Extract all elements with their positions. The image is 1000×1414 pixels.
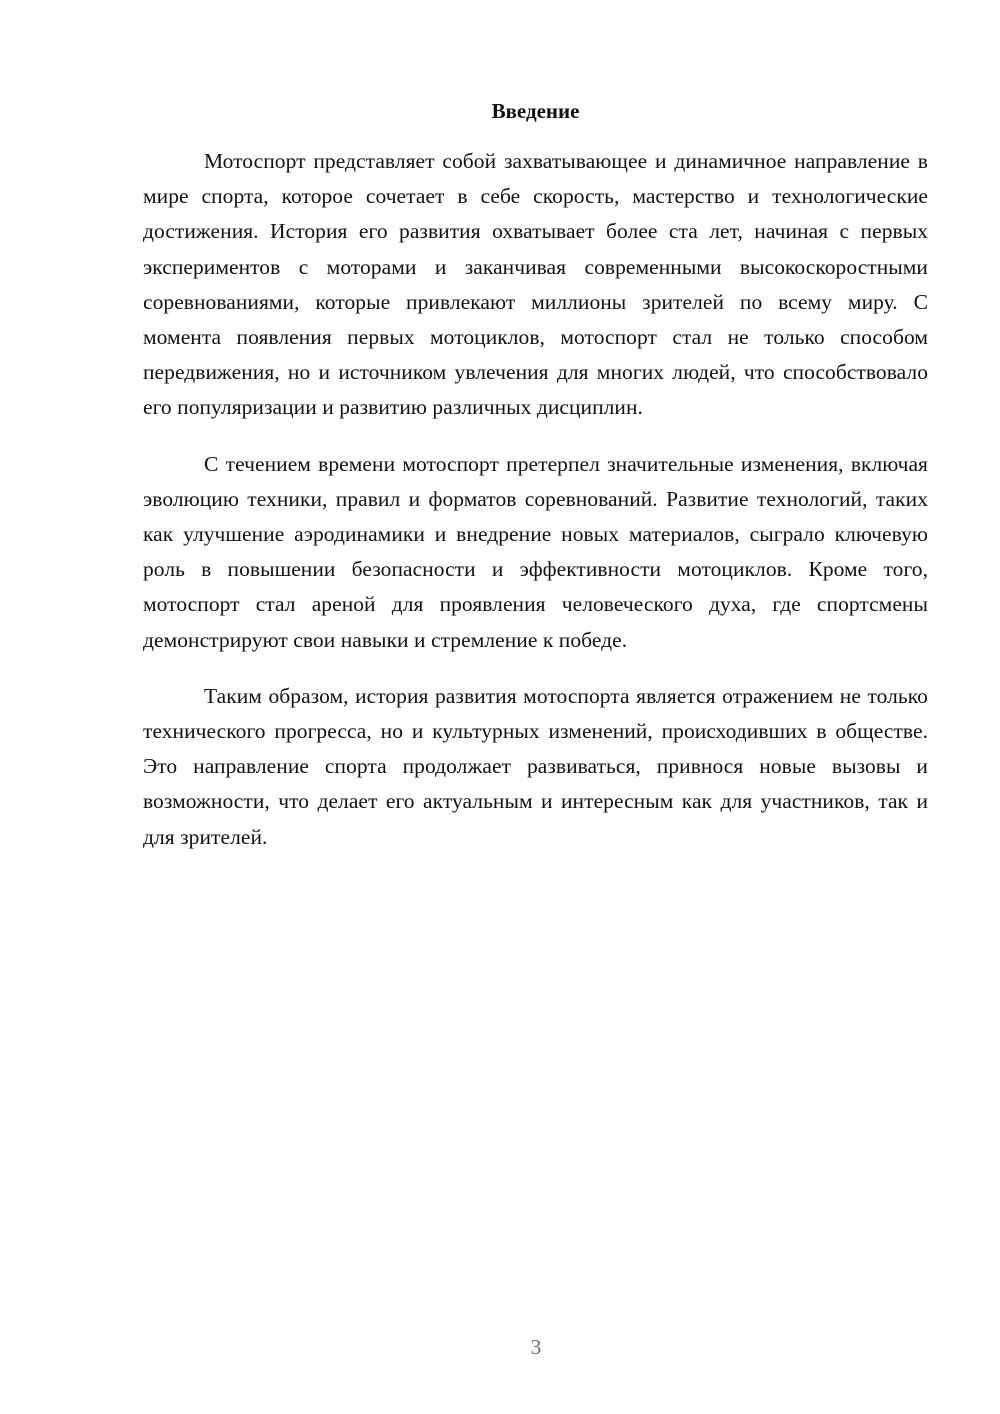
- paragraph-conclusion: Таким образом, история развития мотоспорта является отражением не только технического прогресса, но и культурных изменений, происходивших в обществе. Это направление спорта продолжает развиваться, привнося новые вызовы и возможности, что делает его актуальным и интересным как для участников, так и для зрителей.: [143, 683, 928, 849]
- paragraph-development: С течением времени мотоспорт претерпел значительные изменения, включая эволюцию техники, правил и форматов соревнований. Развитие технологий, таких как улучшение аэродинамики и внедрение новых материалов, сыграло ключевую роль в повышении безопасности и эффективности мотоциклов. Кроме того, мотоспорт стал ареной для проявления человеческого духа, где спортсмены демонстрируют свои навыки и стремление к победе.: [143, 451, 928, 652]
- section-title: Введение: [491, 99, 580, 123]
- paragraph-intro: Мотоспорт представляет собой захватывающее и динамичное направление в мире спорта, которое сочетает в себе скорость, мастерство и технологические достижения. История его развития охватывает более ста лет, начиная с первых экспериментов с моторами и заканчивая современными высокоскоростными соревнованиями, которые привлекают миллионы зрителей по всему миру. С момента появления первых мотоциклов, мотоспорт стал не только способом передвижения, но и источником увлечения для многих людей, что способствовало его популяризации и развитию различных дисциплин.: [143, 149, 928, 420]
- page-content: [143, 94, 928, 876]
- page-number: 3: [530, 1335, 542, 1359]
